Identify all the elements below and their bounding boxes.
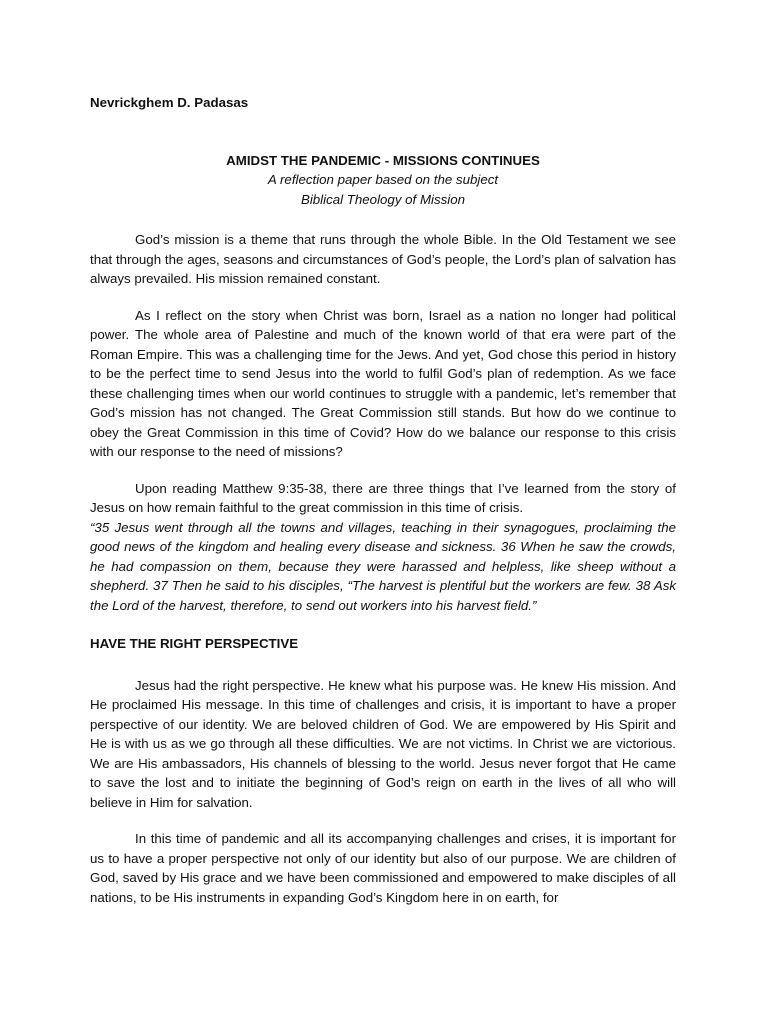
paragraph-2: As I reflect on the story when Christ was born, Israel as a nation no longer had political power. The whole area of Palestine and much of the known world of that era were part of the Roman Empire. This was a challenging time for the Jews. And yet, God chose this period in history to be the perfect time to send Jesus into the world to fulfil God’s plan of redemption. As we face these challenging times when our world continues to struggle with a pandemic, let’s remember that God’s mission has not changed. The Great Commission still stands. But how do we continue to obey the Great Commission in this time of Covid? How do we balance our response to this crisis with our response to the need of missions? <box>90 307 676 459</box>
subtitle-line-1: A reflection paper based on the subject <box>267 172 499 187</box>
paragraph-5: In this time of pandemic and all its accompanying challenges and crises, it is important for us to have a proper perspective not only of our identity but also of our purpose. We are children of God, saved by His grace and we have been commissioned and empowered to make disciples of all nations, to be His instruments in expanding God’s Kingdom here in on earth, for <box>90 831 676 905</box>
author-name: Nevrickghem D. Padasas <box>90 95 249 110</box>
scripture-quote: “35 Jesus went through all the towns and villages, teaching in their synagogues, proclaiming the good news of the kingdom and healing every disease and sickness. 36 When he saw the crowds, he had compassion on them, because they were harassed and helpless, like sheep without a shepherd. 37 Then he said to his disciples, “The harvest is plentiful but the workers are few. 38 Ask the Lord of the harvest, therefore, to send out workers into his harvest field.” <box>90 519 676 613</box>
document-page <box>90 93 676 924</box>
document-title: AMIDST THE PANDEMIC - MISSIONS CONTINUES <box>226 152 540 168</box>
title-block <box>90 151 676 210</box>
paragraph-3: Upon reading Matthew 9:35-38, there are three things that I’ve learned from the story of Jesus on how remain faithful to the great commission in this time of crisis. <box>90 480 676 515</box>
paragraph-1: God’s mission is a theme that runs through the whole Bible. In the Old Testament we see that through the ages, seasons and circumstances of God’s people, the Lord’s plan of salvation has always prevailed. His mission remained constant. <box>90 232 676 286</box>
paragraph-4: Jesus had the right perspective. He knew what his purpose was. He knew His mission. And He proclaimed His message. In this time of challenges and crisis, it is important to have a proper perspective of our identity. We are beloved children of God. We are empowered by His Spirit and He is with us as we go through all these difficulties. We are not victims. In Christ we are victorious. We are His ambassadors, His channels of blessing to the world. Jesus never forgot that He came to save the lost and to initiate the beginning of God’s reign on earth in the lives of all who will believe in Him for salvation. <box>90 677 676 810</box>
section-heading: HAVE THE RIGHT PERSPECTIVE <box>90 636 299 651</box>
subtitle-line-2: Biblical Theology of Mission <box>300 191 466 207</box>
